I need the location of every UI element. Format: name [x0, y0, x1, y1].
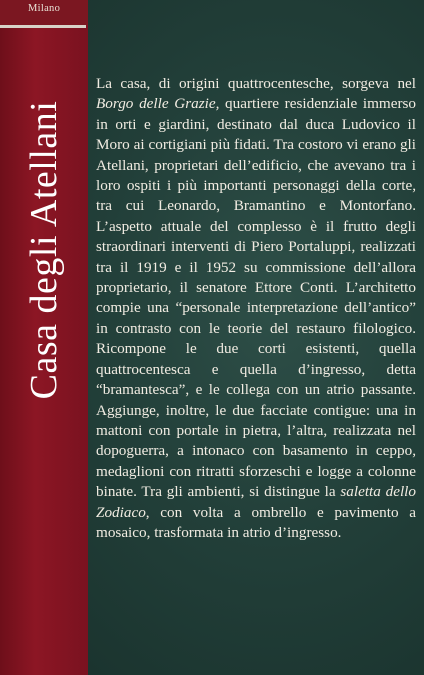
vertical-title: Casa degli Atellani [23, 100, 65, 400]
text-part-2-italic: Borgo delle Grazie, [96, 95, 220, 113]
divider-line [0, 25, 86, 28]
description-text [96, 74, 416, 543]
text-part-5: , con volta a ombrello e pavimento a mosaico, trasformata in atrio d’ingresso. [96, 503, 416, 541]
city-label: Milano [28, 3, 61, 14]
title-area [0, 60, 88, 440]
description-paragraph [96, 74, 416, 543]
text-part-3: quartiere residenziale immerso in orti e giardini, destinato dal duca Ludovico il Moro ai cortigiani più fidati. Tra costoro vi erano gli Atellani, proprietari dell’edificio, che avevano tra i loro ospiti i più importanti personaggi della corte, tra cui Leonardo, Bramantino e Montorfano. L’aspetto attuale del complesso è il frutto degli straordinari interventi di Piero Portaluppi, realizzati tra il 1919 e il 1952 su commissione dell’allora proprietario, il senatore Ettore Conti. L’architetto compie una “personale interpretazione dell’antico” in contrasto con le teorie del restauro filologico. Ricompone le due corti esistenti, quella quattrocentesca e quella d’ingresso, detta “bramantesca”, e le collega con un atrio passante. Aggiunge, inoltre, le due facciate contigue: una in mattoni con portale in pietra, l’altra, realizzata nel dopoguerra, a intonaco con basamento in ceppo, medaglioni con ritratti sforzeschi e logge a colonne binate. Tra gli ambienti, si distingue la [96, 95, 417, 501]
text-part-1: La casa, di origini quattrocentesche, sorgeva nel [96, 75, 416, 92]
text-part-4-italic: saletta dello Zodiaco [96, 483, 416, 521]
